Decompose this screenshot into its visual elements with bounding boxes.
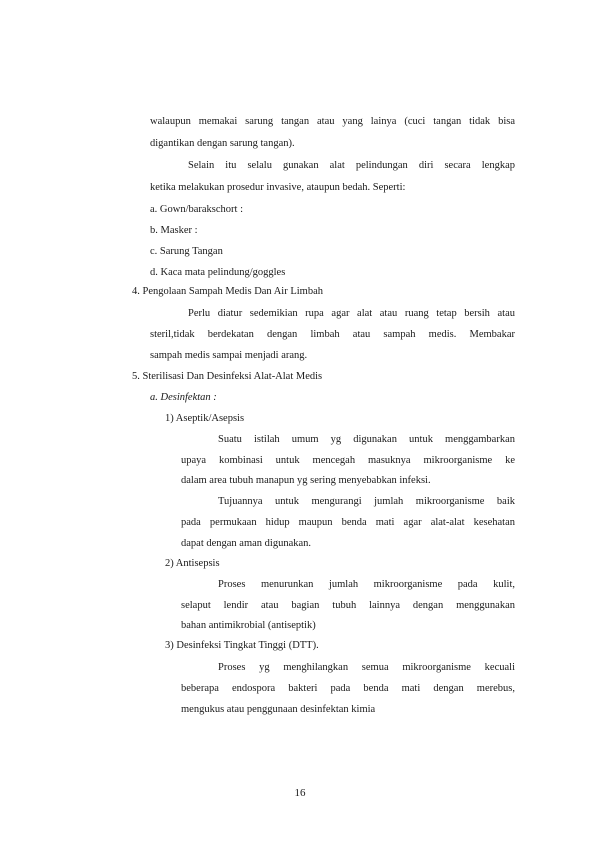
list-item: b. Masker : xyxy=(150,225,198,236)
paragraph-line: Proses yg menghilangkan semua mikroorganisme kecuali xyxy=(218,662,515,673)
subsection-heading: a. Desinfektan : xyxy=(150,392,217,403)
paragraph-line: digantikan dengan sarung tangan). xyxy=(150,138,295,149)
paragraph-line: beberapa endospora bakteri pada benda mati dengan merebus, xyxy=(181,683,515,694)
item-heading: 2) Antisepsis xyxy=(165,558,220,569)
paragraph-line: upaya kombinasi untuk mencegah masuknya mikroorganisme ke xyxy=(181,455,515,466)
paragraph-line: ketika melakukan prosedur invasive, ataupun bedah. Seperti: xyxy=(150,182,406,193)
paragraph-line: Selain itu selalu gunakan alat pelindungan diri secara lengkap xyxy=(188,160,515,171)
paragraph-line: walaupun memakai sarung tangan atau yang lainya (cuci tangan tidak bisa xyxy=(150,116,515,127)
paragraph-line: mengukus atau penggunaan desinfektan kimia xyxy=(181,704,376,715)
paragraph-line: Suatu istilah umum yg digunakan untuk menggambarkan xyxy=(218,434,515,445)
paragraph-line: sampah medis sampai menjadi arang. xyxy=(150,350,308,361)
paragraph-line: bahan antimikrobial (antiseptik) xyxy=(181,620,316,631)
section-heading: 4. Pengolaan Sampah Medis Dan Air Limbah xyxy=(132,286,324,297)
paragraph-line: selaput lendir atau bagian tubuh lainnya dengan menggunakan xyxy=(181,600,515,611)
list-item: a. Gown/barakschort : xyxy=(150,204,244,215)
item-heading: 3) Desinfeksi Tingkat Tinggi (DTT). xyxy=(165,640,319,651)
paragraph-line: steril,tidak berdekatan dengan limbah atau sampah medis. Membakar xyxy=(150,329,515,340)
item-heading: 1) Aseptik/Asepsis xyxy=(165,413,245,424)
list-item: c. Sarung Tangan xyxy=(150,246,223,257)
paragraph-line: Perlu diatur sedemikian rupa agar alat atau ruang tetap bersih atau xyxy=(188,308,515,319)
list-item: d. Kaca mata pelindung/goggles xyxy=(150,267,286,278)
section-heading: 5. Sterilisasi Dan Desinfeksi Alat-Alat Medis xyxy=(132,371,323,382)
paragraph-line: dalam area tubuh manapun yg sering menyebabkan infeksi. xyxy=(181,475,431,486)
paragraph-line: dapat dengan aman digunakan. xyxy=(181,538,312,549)
paragraph-line: pada permukaan hidup maupun benda mati agar alat-alat kesehatan xyxy=(181,517,515,528)
paragraph-line: Proses menurunkan jumlah mikroorganisme pada kulit, xyxy=(218,579,515,590)
paragraph-line: Tujuannya untuk mengurangi jumlah mikroorganisme baik xyxy=(218,496,515,507)
page-number: 16 xyxy=(294,787,306,799)
